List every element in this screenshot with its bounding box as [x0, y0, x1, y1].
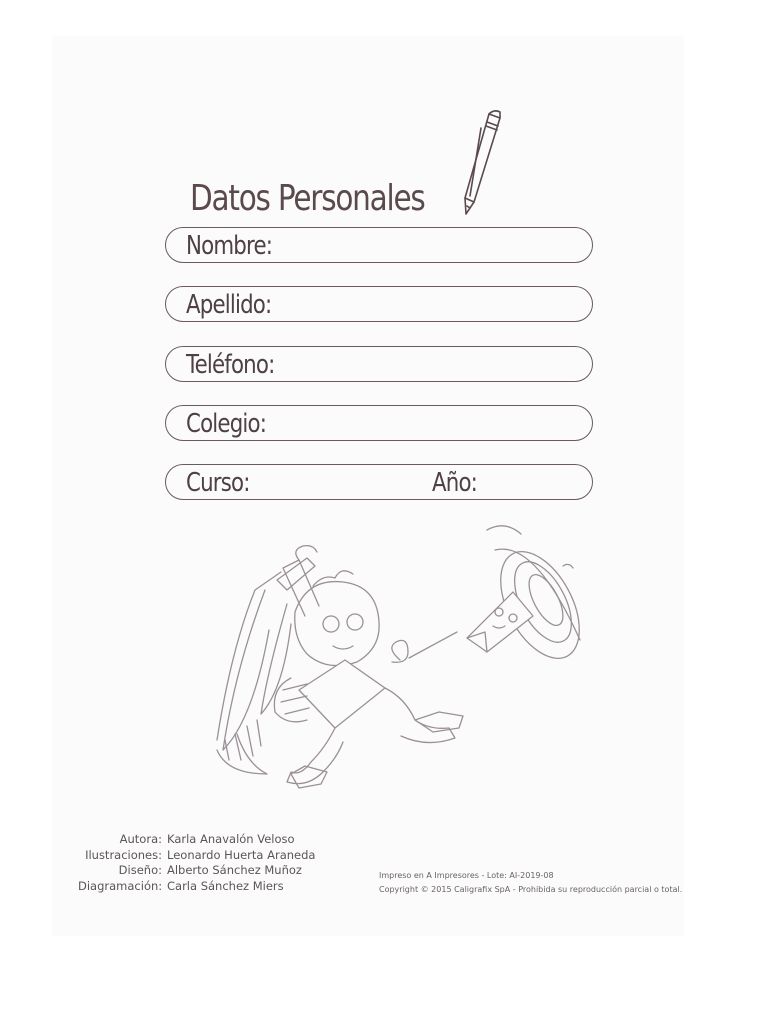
credit-name: Leonardo Huerta Araneda: [167, 847, 316, 862]
field-apellido[interactable]: [165, 286, 593, 322]
page-title: Datos Personales: [190, 178, 425, 219]
pencil-icon: [456, 106, 506, 218]
credit-role: Diseño:: [118, 863, 162, 877]
credit-name: Karla Anavalón Veloso: [167, 832, 295, 846]
credit-role: Diagramación:: [78, 878, 163, 893]
field-label-curso: Curso:: [186, 468, 250, 498]
credit-role: Autora:: [119, 832, 162, 846]
credits-block: [78, 832, 315, 894]
credit-row: [78, 863, 315, 879]
field-label-colegio: Colegio:: [186, 409, 267, 439]
credit-name: Alberto Sánchez Muñoz: [167, 863, 302, 877]
field-curso-ano[interactable]: [165, 464, 593, 500]
credit-role: Ilustraciones:: [85, 847, 162, 862]
field-nombre[interactable]: [165, 227, 593, 263]
print-info: [379, 869, 682, 897]
copyright-notice: Copyright © 2015 Caligrafix SpA - Prohibida su reproducción parcial o total.: [379, 885, 683, 894]
field-colegio[interactable]: [165, 405, 593, 441]
field-telefono[interactable]: [165, 346, 593, 382]
field-label-telefono: Teléfono:: [186, 350, 275, 380]
credit-row: [78, 832, 315, 848]
field-label-apellido: Apellido:: [186, 290, 272, 320]
credit-name: Carla Sánchez Miers: [167, 878, 284, 893]
credit-row: [78, 879, 315, 895]
field-label-nombre: Nombre:: [186, 231, 273, 261]
pencil-character-illustration: [195, 520, 605, 810]
print-lot: Impreso en A Impresores - Lote: AI-2019-08: [379, 871, 554, 880]
field-label-ano: Año:: [432, 468, 478, 498]
credit-row: [78, 848, 315, 864]
